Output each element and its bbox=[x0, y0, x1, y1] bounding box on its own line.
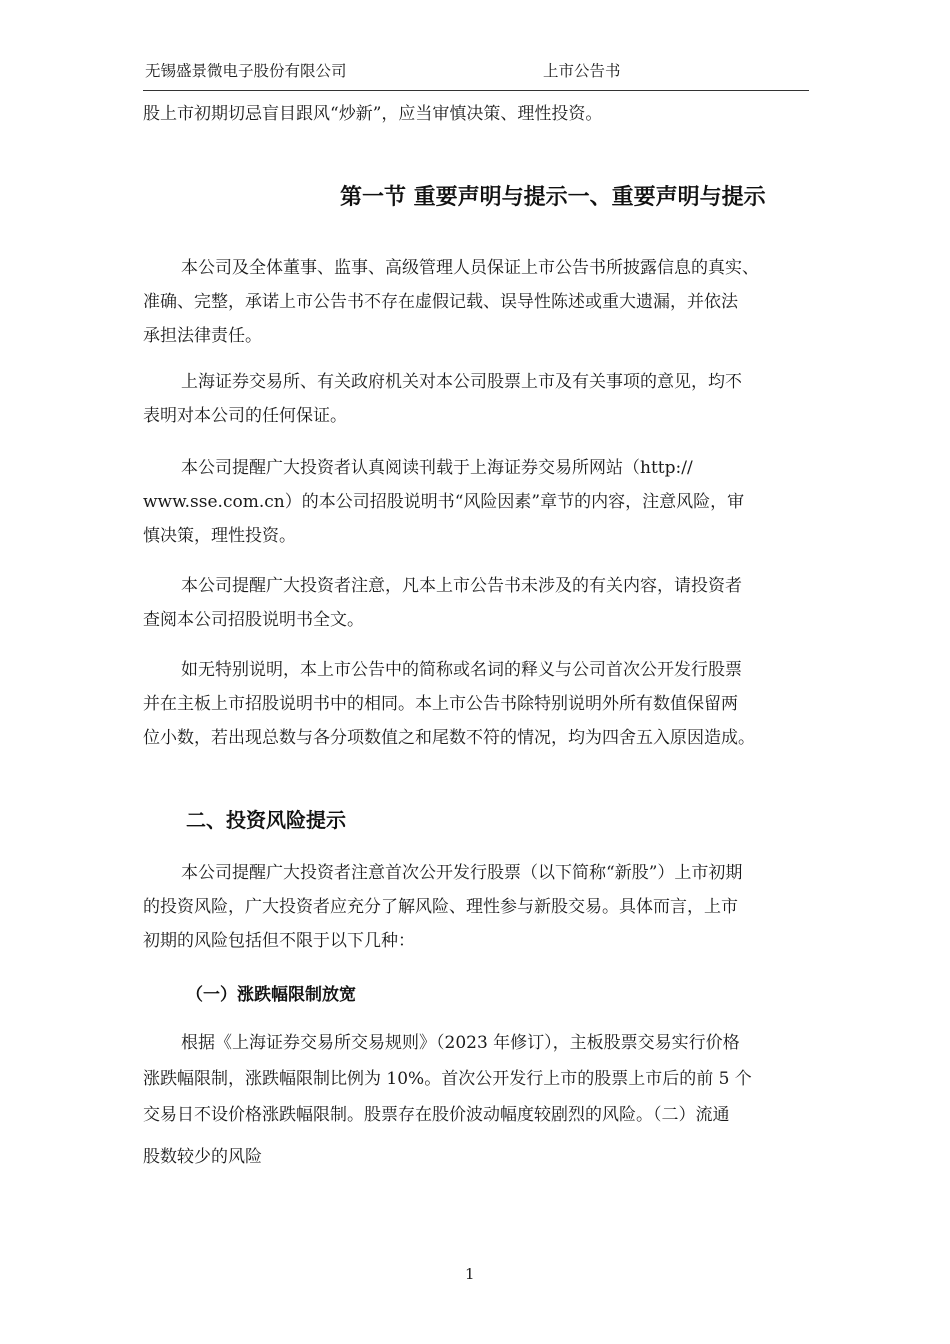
item1-paragraph-line: 涨跌幅限制，涨跌幅限制比例为 10%。首次公开发行上市的股票上市后的前 5 个 bbox=[143, 1069, 752, 1089]
intro-line: 股上市初期切忌盲目跟风“炒新”，应当审慎决策、理性投资。 bbox=[143, 104, 603, 124]
page-header bbox=[143, 57, 809, 85]
declaration-line: 如无特别说明，本上市公告中的简称或名词的释义与公司首次公开发行股票 bbox=[181, 660, 742, 680]
item-title-float-shares-part2: 股数较少的风险 bbox=[143, 1147, 262, 1167]
risk-paragraph-line: 的投资风险，广大投资者应充分了解风险、理性参与新股交易。具体而言，上市 bbox=[143, 897, 738, 917]
declaration-line: 准确、完整，承诺上市公告书不存在虚假记载、误导性陈述或重大遗漏，并依法 bbox=[143, 292, 738, 312]
header-company-name: 无锡盛景微电子股份有限公司 bbox=[145, 62, 347, 80]
page-number: 1 bbox=[465, 1265, 475, 1283]
declaration-line: 查阅本公司招股说明书全文。 bbox=[143, 610, 364, 630]
item1-paragraph-line: 根据《上海证券交易所交易规则》（2023 年修订），主板股票交易实行价格 bbox=[181, 1033, 740, 1053]
declaration-line: 并在主板上市招股说明书中的相同。本上市公告书除特别说明外所有数值保留两 bbox=[143, 694, 738, 714]
risk-section-title: 二、投资风险提示 bbox=[186, 808, 346, 832]
header-document-title: 上市公告书 bbox=[543, 62, 621, 80]
risk-paragraph-line: 初期的风险包括但不限于以下几种： bbox=[143, 931, 415, 951]
section-title: 第一节 重要声明与提示一、重要声明与提示 bbox=[340, 185, 766, 210]
declaration-line: 承担法律责任。 bbox=[143, 326, 262, 346]
declaration-line: 本公司提醒广大投资者认真阅读刊载于上海证券交易所网站（http:// bbox=[181, 458, 693, 478]
declaration-line: 慎决策，理性投资。 bbox=[143, 526, 296, 546]
declaration-line: 表明对本公司的任何保证。 bbox=[143, 406, 347, 426]
declaration-line: 本公司提醒广大投资者注意，凡本上市公告书未涉及的有关内容，请投资者 bbox=[181, 576, 742, 596]
header-divider bbox=[143, 90, 809, 91]
item1-paragraph-line bbox=[143, 1098, 863, 1132]
declaration-line: 本公司及全体董事、监事、高级管理人员保证上市公告书所披露信息的真实、 bbox=[181, 258, 759, 278]
item1-paragraph-text: 交易日不设价格涨跌幅限制。股票存在股价波动幅度较剧烈的风险。 bbox=[143, 1105, 653, 1125]
item-title-price-limit: （一）涨跌幅限制放宽 bbox=[186, 985, 356, 1005]
item-title-float-shares-part1: （二）流通 bbox=[653, 1105, 730, 1125]
risk-paragraph-line: 本公司提醒广大投资者注意首次公开发行股票（以下简称“新股”）上市初期 bbox=[181, 863, 743, 883]
declaration-line: 位小数，若出现总数与各分项数值之和尾数不符的情况，均为四舍五入原因造成。 bbox=[143, 728, 755, 748]
declaration-line: www.sse.com.cn）的本公司招股说明书“风险因素”章节的内容，注意风险，审 bbox=[143, 492, 745, 512]
declaration-line: 上海证券交易所、有关政府机关对本公司股票上市及有关事项的意见，均不 bbox=[181, 372, 742, 392]
